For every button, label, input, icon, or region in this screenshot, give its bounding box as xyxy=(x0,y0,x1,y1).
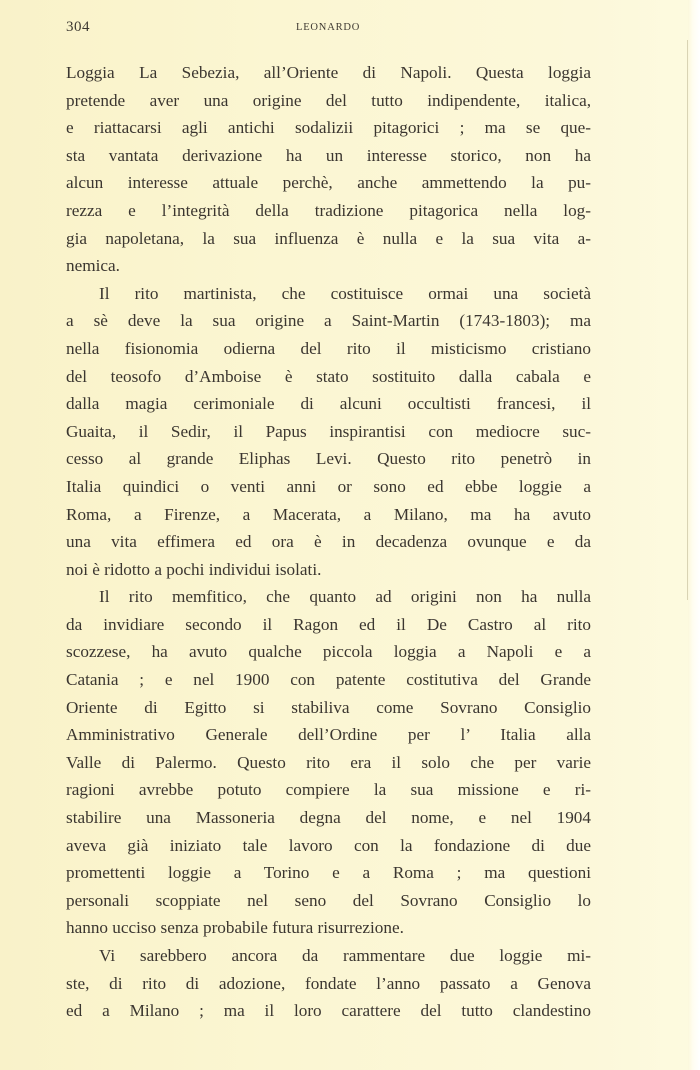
text-line: Guaita, il Sedir, il Papus inspirantisi con mediocre suc- xyxy=(66,421,591,441)
text-line: scozzese, ha avuto qualche piccola loggia a Napoli e a xyxy=(66,642,591,662)
text-line: ed a Milano ; ma il loro carattere del tutto clandestino xyxy=(66,1001,591,1021)
text-line: ste, di rito di adozione, fondate l’anno passato a Genova xyxy=(66,973,591,993)
text-line: stabilire una Massoneria degna del nome, e nel 1904 xyxy=(66,808,591,828)
text-line: cesso al grande Eliphas Levi. Questo rito penetrò in xyxy=(66,449,591,469)
text-line: Il rito martinista, che costituisce ormai una società xyxy=(99,283,591,303)
body-text xyxy=(66,59,591,1025)
text-line: del teosofo d’Amboise è stato sostituito dalla cabala e xyxy=(66,366,591,386)
text-line: nemica. xyxy=(66,256,120,276)
text-line: Roma, a Firenze, a Macerata, a Milano, ma ha avuto xyxy=(66,504,591,524)
text-line: nella fisionomia odierna del rito il misticismo cristiano xyxy=(66,338,591,358)
text-line: pretende aver una origine del tutto indipendente, italica, xyxy=(66,90,591,110)
text-line: una vita effimera ed ora è in decadenza ovunque e da xyxy=(66,532,591,552)
text-line: promettenti loggie a Torino e a Roma ; ma questioni xyxy=(66,863,591,883)
text-line: e riattacarsi agli antichi sodalizii pitagorici ; ma se que- xyxy=(66,118,591,138)
text-line: personali scoppiate nel seno del Sovrano Consiglio lo xyxy=(66,890,591,910)
text-line: aveva già iniziato tale lavoro con la fondazione di due xyxy=(66,835,591,855)
running-head: LEONARDO xyxy=(296,22,361,33)
text-line: Catania ; e nel 1900 con patente costitutiva del Grande xyxy=(66,670,591,690)
text-line: Vi sarebbero ancora da rammentare due loggie mi- xyxy=(99,946,591,965)
text-line: hanno ucciso senza probabile futura risurrezione. xyxy=(66,918,404,938)
text-line: rezza e l’integrità della tradizione pitagorica nella log- xyxy=(66,200,591,220)
text-line: dalla magia cerimoniale di alcuni occultisti francesi, il xyxy=(66,394,591,414)
page-edge xyxy=(688,0,700,1070)
page-header xyxy=(66,19,596,39)
text-line: gia napoletana, la sua influenza è nulla e la sua vita a- xyxy=(66,228,591,248)
text-line: alcun interesse attuale perchè, anche ammettendo la pu- xyxy=(66,173,591,193)
text-line: da invidiare secondo il Ragon ed il De Castro al rito xyxy=(66,614,591,634)
text-line: Loggia La Sebezia, all’Oriente di Napoli. Questa loggia xyxy=(66,63,591,82)
text-line: ragioni avrebbe potuto compiere la sua missione e ri- xyxy=(66,780,591,800)
text-line: noi è ridotto a pochi individui isolati. xyxy=(66,559,322,579)
page-number: 304 xyxy=(66,19,90,35)
text-line: sta vantata derivazione ha un interesse storico, non ha xyxy=(66,145,591,165)
text-line: Oriente di Egitto si stabiliva come Sovrano Consiglio xyxy=(66,697,591,717)
text-line: Italia quindici o venti anni or sono ed ebbe loggie a xyxy=(66,476,591,496)
text-line: Valle di Palermo. Questo rito era il solo che per varie xyxy=(66,752,591,772)
text-line: Amministrativo Generale dell’Ordine per l’ Italia alla xyxy=(66,725,591,745)
text-line: Il rito memfitico, che quanto ad origini non ha nulla xyxy=(99,587,591,607)
text-line: a sè deve la sua origine a Saint-Martin (1743-1803); ma xyxy=(66,311,591,331)
